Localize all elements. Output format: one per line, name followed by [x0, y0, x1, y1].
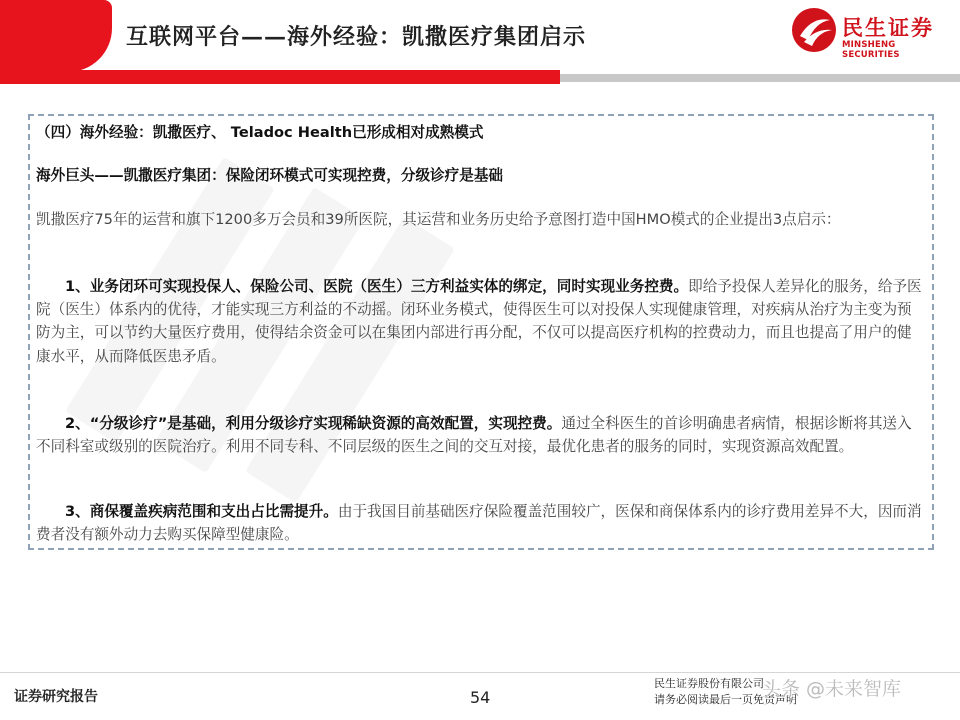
header-red-tab — [0, 0, 112, 72]
page-title: 互联网平台——海外经验：凯撒医疗集团启示 — [126, 24, 587, 50]
minsheng-logo — [790, 6, 954, 64]
minsheng-logo-icon — [790, 6, 838, 54]
sub-heading: 海外巨头——凯撒医疗集团：保险闭环模式可实现控费，分级诊疗是基础 — [36, 167, 504, 184]
header-red-bar — [0, 70, 560, 84]
point-3-paragraph — [36, 500, 924, 546]
point-1-body: 即给予投保人差异化的服务，给予医院（医生）体系内的优待，才能实现三方利益的不动摇。闭环业务模式，使得医生可以对投保人实现健康管理，对疾病从治疗为主变为预防为主，可以节约大量医疗费用，使得结余资金可以在集团内部进行再分配，不仅可以提高医疗机构的控费动力，而且也提高了用户的健康水平，从而降低医患矛盾。 — [36, 278, 922, 365]
footer-disclaimer-link[interactable]: 请务必阅读最后一页免责声明 — [654, 693, 797, 706]
logo-english-name: MINSHENG SECURITIES — [842, 40, 900, 60]
footer-report-label: 证券研究报告 — [14, 689, 98, 705]
page-number: 54 — [470, 688, 491, 707]
point-2-paragraph — [36, 412, 924, 458]
point-2-body: 通过全科医生的首诊明确患者病情，根据诊断将其送入不同科室或级别的医院治疗。利用不同专科、不同层级的医生之间的交互对接，最优化患者的服务的同时，实现资源高效配置。 — [36, 415, 912, 456]
point-3-body: 由于我国目前基础医疗保险覆盖范围较广，医保和商保体系内的诊疗费用差异不大，因而消费者没有额外动力去购买保障型健康险。 — [36, 503, 922, 544]
intro-paragraph: 凯撒医疗75年的运营和旗下1200多万会员和39所医院，其运营和业务历史给予意图打造中国HMO模式的企业提出3点启示： — [36, 211, 841, 228]
footer-company: 民生证券股份有限公司 — [654, 677, 764, 690]
point-2-lead: 2、“分级诊疗”是基础，利用分级诊疗实现稀缺资源的高效配置，实现控费。 — [65, 415, 562, 432]
logo-chinese-name: 民生证券 — [842, 16, 934, 40]
point-1-lead: 1、业务闭环可实现投保人、保险公司、医院（医生）三方利益实体的绑定，同时实现业务控费。 — [65, 278, 689, 295]
footer-divider — [0, 672, 960, 673]
section-heading: （四）海外经验：凯撒医疗、 Teladoc Health已形成相对成熟模式 — [36, 124, 484, 141]
point-3-lead: 3、商保覆盖疾病范围和支出占比需提升。 — [65, 503, 338, 520]
point-1-paragraph — [36, 275, 924, 368]
source-watermark: 头条 @未来智库 — [762, 678, 902, 700]
header-grey-bar — [560, 74, 960, 82]
